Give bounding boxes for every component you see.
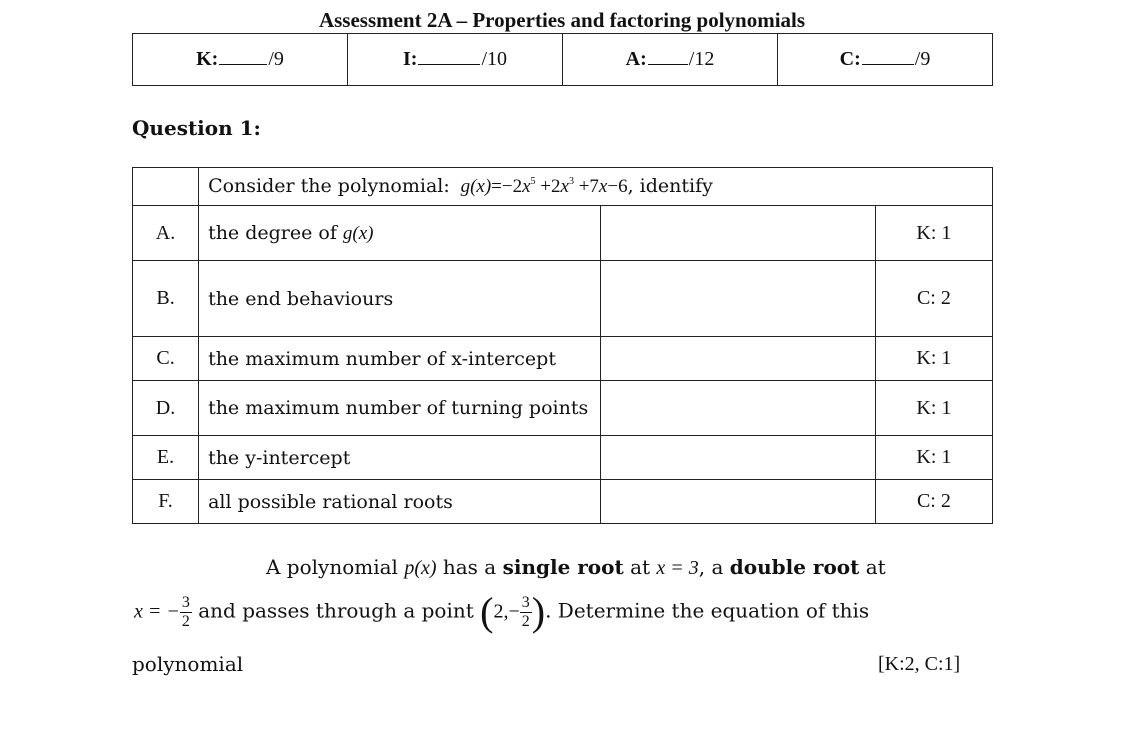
question-1-heading: Question 1: [132, 116, 261, 140]
function-g: $g(x)=-2x^5 +2x^3 +7x-6$ [455, 176, 628, 197]
answer-cell [600, 337, 875, 381]
point-fraction: $\frac{3}{2}$ [521, 593, 530, 630]
header-empty-cell [133, 168, 199, 206]
table-row: E. the y-intercept K: 1 [133, 436, 993, 480]
table-row: D. the maximum number of turning points K: 1 [133, 381, 993, 436]
fraction: $\frac{3}{2}$ [181, 593, 190, 630]
table-row: B. the end behaviours C: 2 [133, 261, 993, 337]
score-table [132, 33, 993, 86]
score-a: A: /12 [563, 34, 778, 86]
score-k: K: /9 [133, 34, 348, 86]
answer-cell [600, 436, 875, 480]
answer-cell [600, 381, 875, 436]
score-i: I: /10 [348, 34, 563, 86]
table-row: A. the degree of g(x) K: 1 [133, 206, 993, 261]
answer-cell [600, 261, 875, 337]
question-2-line-2: x = − $\frac{3}{2}$ and passes through a point (2,− $\frac{3}{2}$ ). Determine the equation of this [134, 589, 870, 634]
question-2-marks: [K:2, C:1] [878, 653, 961, 675]
table-row: C. the maximum number of x-intercept K: 1 [133, 337, 993, 381]
answer-cell [600, 206, 875, 261]
question-intro: Consider the polynomial: $g(x)=-2x^5 +2x^3 +7x-6$, identify [199, 168, 993, 206]
question-2-line-3: polynomial [132, 652, 244, 676]
question-2-line-1: A polynomial p(x) has a single root at x = 3, a double root at [266, 555, 886, 579]
score-c: C: /9 [778, 34, 993, 86]
answer-cell [600, 480, 875, 524]
table-row: F. all possible rational roots C: 2 [133, 480, 993, 524]
page-title: Assessment 2A – Properties and factoring polynomials [318, 8, 806, 32]
question-1-table [132, 167, 993, 524]
